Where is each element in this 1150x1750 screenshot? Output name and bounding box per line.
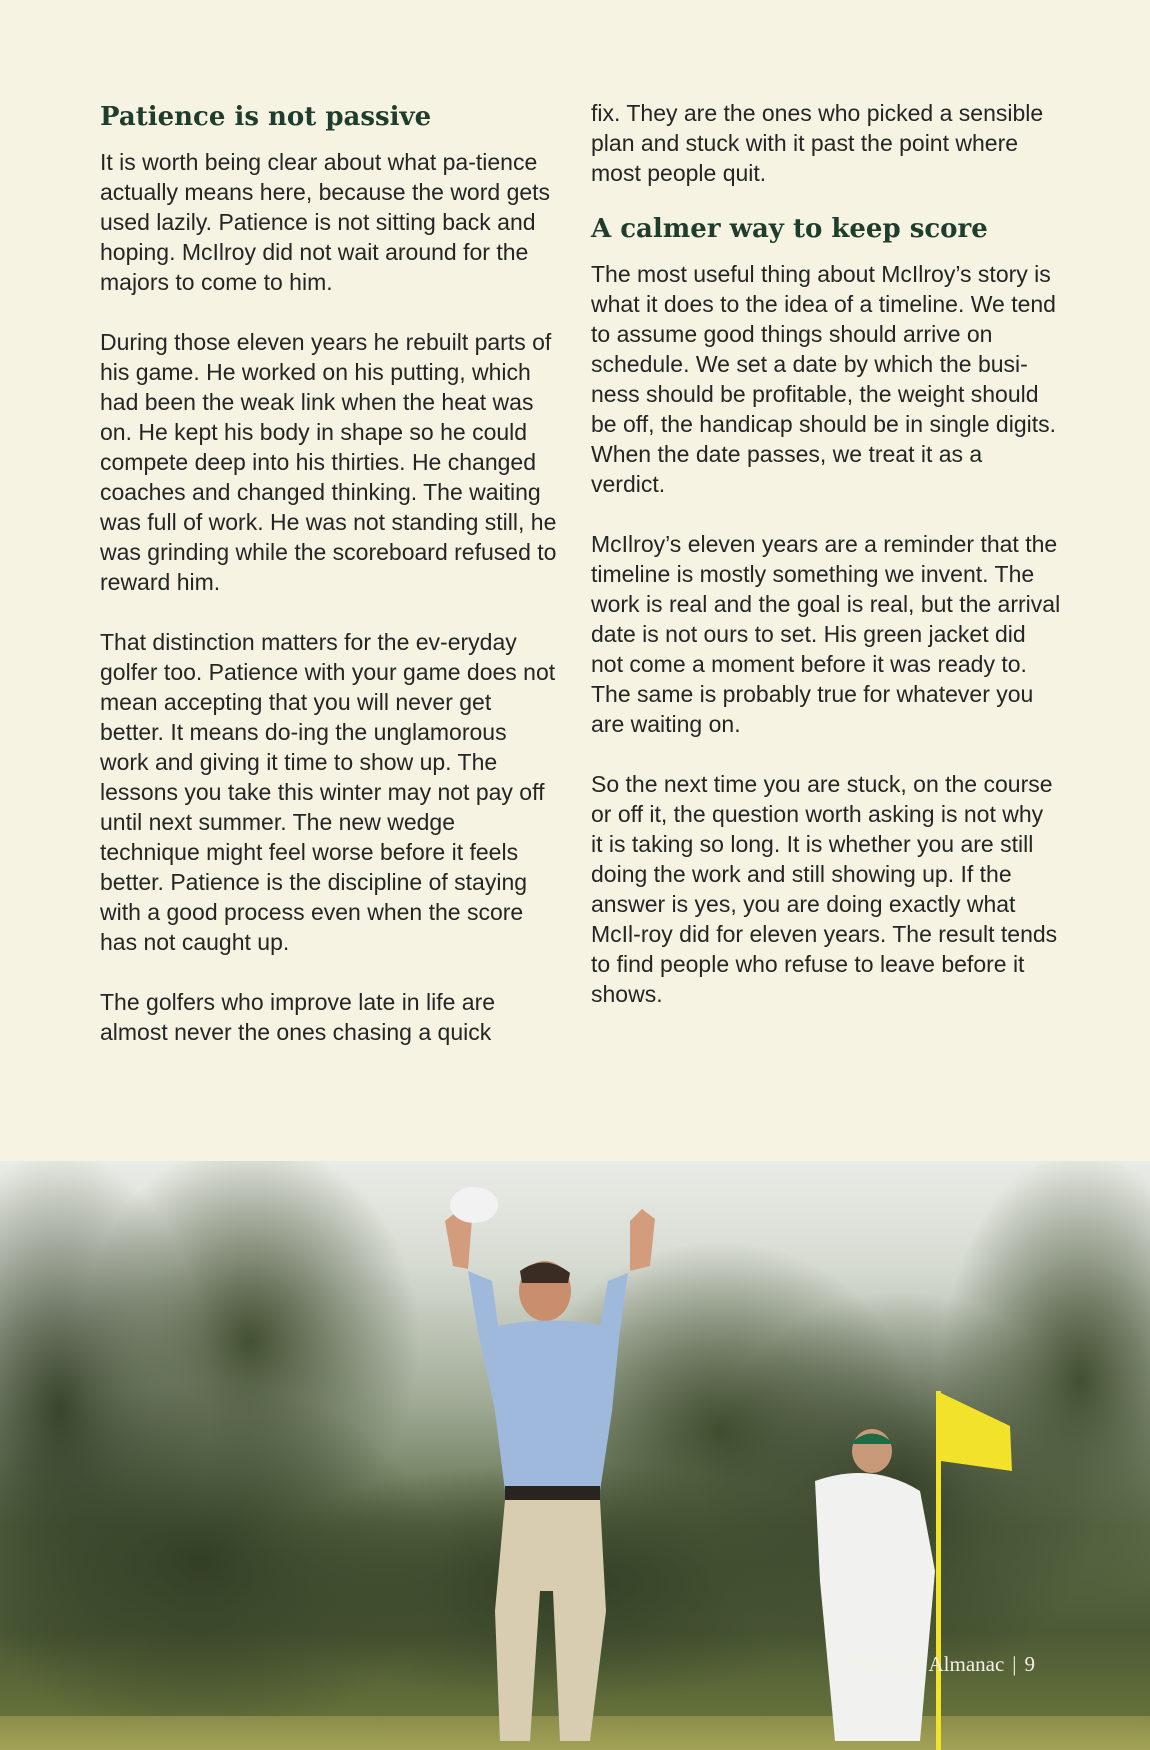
body-paragraph: The golfers who improve late in life are almost never the ones chasing a quick <box>100 989 496 1046</box>
section-heading-calmer-score: A calmer way to keep score <box>591 214 988 244</box>
page-footer <box>848 1652 1035 1677</box>
page-number: 9 <box>1024 1652 1035 1676</box>
body-paragraph: McIlroy’s eleven years are a reminder that the timeline is mostly something we invent. The work is real and the goal is real, but the arrival date is not ours to set. His green jacket did not come a moment before it was ready to. The same is probably true for whatever you are waiting on. <box>591 531 1061 738</box>
body-paragraph: During those eleven years he rebuilt parts of his game. He worked on his putting, which had been the weak link when the heat was on. He kept his body in shape so he could compete deep into his thirties. He changed coaches and changed thinking. The waiting was full of work. He was not standing still, he was grinding while the scoreboard refused to reward him. <box>100 329 557 596</box>
left-column <box>100 98 560 1077</box>
publication-name: The Golf Almanac <box>848 1652 1005 1676</box>
section-heading-patience: Patience is not passive <box>100 102 432 132</box>
right-column <box>591 98 1061 1039</box>
body-paragraph: So the next time you are stuck, on the course or off it, the question worth asking is not why it is taking so long. It is whether you are still doing the work and still showing up. If the answer is yes, you are doing exactly what McIl-roy did for eleven years. The result tends to find people who refuse to leave before it shows. <box>591 771 1058 1008</box>
body-paragraph: It is worth being clear about what pa-tience actually means here, because the word gets used lazily. Patience is not sitting back and hoping. McIlroy did not wait around for the majors to come to him. <box>100 149 551 296</box>
body-paragraph: That distinction matters for the ev-eryday golfer too. Patience with your game does not mean accepting that you will never get better. It means do-ing the unglamorous work and giving it time to show up. The lessons you take this winter may not pay off until next summer. The new wedge technique might feel worse before it feels better. Patience is the discipline of staying with a good process even when the score has not caught up. <box>100 629 556 956</box>
footer-separator: | <box>1012 1652 1017 1676</box>
body-paragraph-continuation: fix. They are the ones who picked a sensible plan and stuck with it past the point where most people quit. <box>591 100 1044 186</box>
body-paragraph: The most useful thing about McIlroy’s story is what it does to the idea of a timeline. We tend to assume good things should arrive on schedule. We set a date by which the busi-ness should be profitable, the weight should be off, the handicap should be in single digits. When the date passes, we treat it as a verdict. <box>591 261 1057 498</box>
